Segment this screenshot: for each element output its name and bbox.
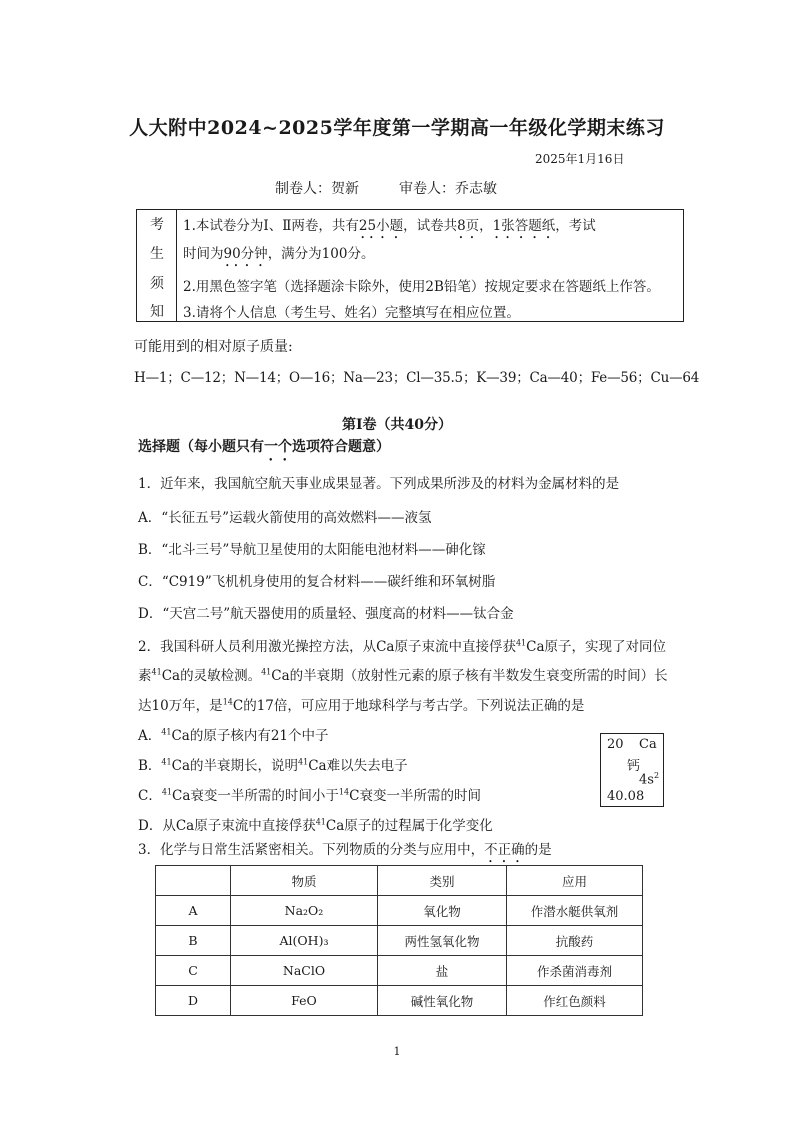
table-row (156, 926, 643, 956)
section-title: 第Ⅰ卷（共40分） (341, 417, 453, 433)
table-cell: NaClO (231, 956, 378, 986)
q2-line-3 (138, 694, 584, 714)
atomic-mass: 40.08 (607, 789, 645, 804)
q3-table (155, 865, 643, 1016)
config-sup: 2 (653, 771, 660, 780)
table-header-cell (156, 866, 231, 896)
table-cell: 抗酸药 (507, 926, 643, 956)
notice-side-char: 考 (150, 217, 164, 233)
table-header-cell: 物质 (231, 866, 378, 896)
q2-line-1 (138, 635, 666, 655)
notice-side-char: 须 (150, 276, 164, 292)
q1-option-a: A．“长征五号”运载火箭使用的高效燃料——液氢 (138, 510, 432, 526)
table-row (156, 896, 643, 926)
q2-text: Ca的半衰期长，说明 (171, 758, 298, 774)
q1-option-b: B．“北斗三号”导航卫星使用的太阳能电池材料——砷化镓 (138, 542, 486, 558)
subtitle-emphasis: 一个 (264, 439, 292, 455)
q3-stem (138, 838, 552, 866)
element-name: 钙 (627, 759, 641, 774)
q2-text: Ca难以失去电子 (308, 758, 408, 774)
notice-emphasis: 1张答题纸 (492, 218, 556, 234)
notice-text: ，试卷共 (403, 218, 458, 234)
mass-number: 41 (161, 727, 172, 737)
table-cell: 碱性氧化物 (378, 986, 507, 1016)
q2-text: 达10万年，是 (138, 698, 223, 714)
notice-line-4: 3.请将个人信息（考生号、姓名）完整填写在相应位置。 (183, 305, 520, 321)
table-row (156, 986, 643, 1016)
q2-option-a (138, 724, 329, 744)
notice-line-1 (183, 214, 596, 242)
table-cell: FeO (231, 986, 378, 1016)
atomic-mass-values: H—1；C—12；N—14；O—16；Na—23；Cl—35.5；K—39；Ca—40；Fe—56；Cu—64 (134, 370, 700, 386)
config-text: 4s (639, 772, 654, 788)
mass-number: 41 (515, 638, 527, 648)
mass-number: 41 (261, 667, 272, 677)
section-subtitle (138, 436, 390, 464)
table-cell: 作潜水艇供氧剂 (507, 896, 643, 926)
table-header-cell: 类别 (378, 866, 507, 896)
notice-box (136, 209, 684, 322)
table-cell: Na₂O₂ (231, 896, 378, 926)
notice-side-label (137, 210, 177, 321)
table-header-cell: 应用 (507, 866, 643, 896)
q2-text: 素 (138, 668, 152, 684)
makers-line (275, 178, 537, 198)
q1-stem: 1．近年来，我国航空航天事业成果显著。下列成果所涉及的材料为金属材料的是 (138, 476, 620, 492)
subtitle-text: 选项符合题意） (292, 439, 390, 455)
maker: 制卷人：贺新 (275, 181, 359, 197)
mass-number: 41 (315, 817, 326, 827)
mass-number: 41 (161, 787, 173, 797)
table-cell: Al(OH)₃ (231, 926, 378, 956)
q2-text: 2．我国科研人员利用激光操控方法，从Ca原子束流中直接俘获 (138, 639, 516, 655)
q2-text: Ca的原子核内有21个中子 (171, 728, 329, 744)
q2-text: D．从Ca原子束流中直接俘获 (138, 818, 316, 834)
table-header-row (156, 866, 643, 896)
q2-text: C的17倍，可应用于地球科学与考古学。下列说法正确的是 (232, 698, 585, 714)
electron-config (639, 771, 659, 787)
mass-number: 41 (151, 667, 162, 677)
q2-text: B． (138, 758, 162, 774)
table-cell: A (156, 896, 231, 926)
q3-text: 3．化学与日常生活紧密相关。下列物质的分类与应用中， (138, 842, 485, 858)
notice-text: ，满分为100分。 (267, 246, 375, 262)
notice-text: ， (479, 218, 493, 234)
notice-emphasis: 90分钟 (223, 246, 268, 262)
q2-option-c (138, 784, 481, 804)
table-row (156, 956, 643, 986)
notice-side-char: 生 (150, 246, 164, 262)
atomic-mass-label: 可能用到的相对原子质量: (134, 339, 293, 355)
notice-emphasis: 8页 (457, 218, 480, 234)
page-number: 1 (393, 1045, 401, 1058)
notice-emphasis: 25小题 (358, 218, 404, 234)
table-cell: 作红色颜料 (507, 986, 643, 1016)
mass-number: 41 (161, 757, 172, 767)
table-cell: 两性氢氧化物 (378, 926, 507, 956)
q2-text: Ca的半衰期（放射性元素的原子核有半数发生衰变所需的时间）长 (271, 668, 668, 684)
q2-option-b (138, 754, 408, 774)
table-cell: C (156, 956, 231, 986)
mass-number: 14 (222, 697, 233, 707)
notice-side-char: 知 (150, 304, 164, 320)
exam-date: 2025年1月16日 (535, 152, 625, 166)
q1-option-d: D．“天宫二号”航天器使用的质量轻、强度高的材料——钛合金 (138, 606, 514, 622)
q2-text: Ca原子，实现了对同位 (526, 639, 667, 655)
notice-line-2 (183, 242, 374, 270)
subtitle-text: 选择题（每小题只有 (138, 439, 264, 455)
notice-line-3: 2.用黑色签字笔（选择题涂卡除外，使用2B铅笔）按规定要求在答题纸上作答。 (183, 279, 660, 295)
notice-text: 1.本试卷分为Ⅰ、Ⅱ两卷，共有 (183, 218, 359, 234)
q2-text: C． (138, 788, 162, 804)
q3-emphasis: 不正确 (484, 842, 525, 858)
notice-text: ，考试 (555, 218, 596, 234)
q3-text: 的是 (524, 842, 552, 858)
q2-text: A． (138, 728, 162, 744)
reviewer: 审卷人：乔志敏 (399, 181, 497, 197)
table-cell: 作杀菌消毒剂 (507, 956, 643, 986)
q1-option-c: C．“C919”飞机机身使用的复合材料——碳纤维和环氧树脂 (138, 574, 496, 590)
mass-number: 14 (338, 787, 350, 797)
table-cell: 盐 (378, 956, 507, 986)
table-cell: 氧化物 (378, 896, 507, 926)
table-cell: B (156, 926, 231, 956)
table-cell: D (156, 986, 231, 1016)
q2-text: Ca原子的过程属于化学变化 (325, 818, 493, 834)
periodic-element-card (600, 733, 664, 807)
q2-text: Ca衰变一半所需的时间小于 (172, 788, 339, 804)
mass-number: 41 (298, 757, 309, 767)
q2-text: C衰变一半所需的时间 (349, 788, 481, 804)
page-title: 人大附中2024~2025学年度第一学期高一年级化学期末练习 (129, 117, 665, 139)
element-symbol: Ca (639, 737, 657, 752)
notice-text: 时间为 (183, 246, 224, 262)
atomic-number: 20 (607, 737, 624, 752)
q2-text: Ca的灵敏检测。 (161, 668, 262, 684)
q2-line-2 (138, 664, 668, 684)
q2-option-d (138, 814, 493, 834)
